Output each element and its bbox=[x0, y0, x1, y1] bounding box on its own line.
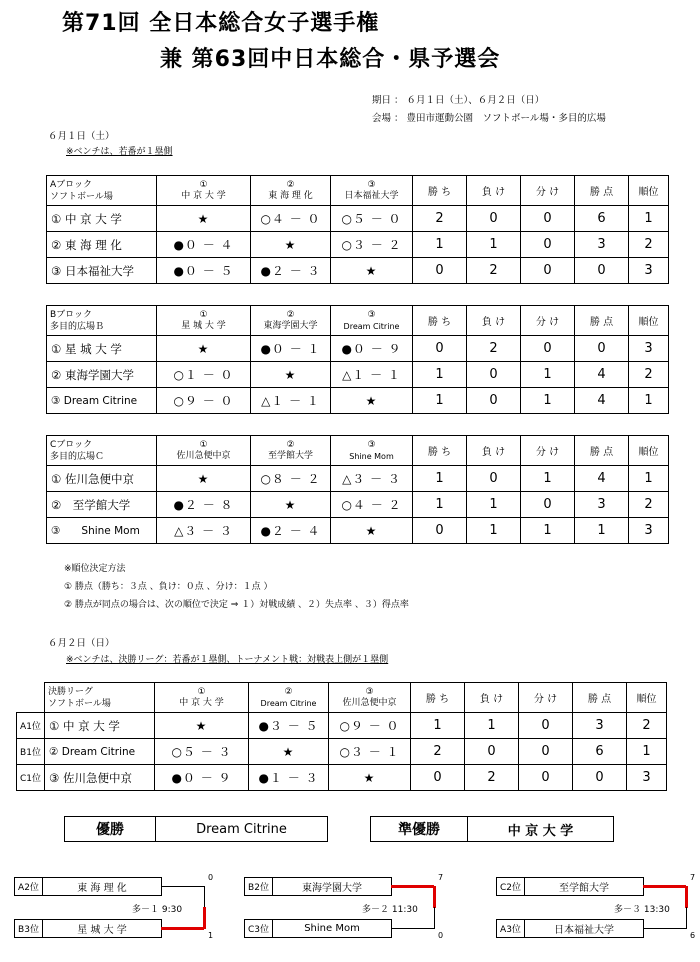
stat-d: 0 bbox=[519, 713, 573, 739]
column-header bbox=[331, 436, 413, 466]
column-team: 佐川急便中京 bbox=[342, 697, 397, 708]
stat-l: 0 bbox=[467, 206, 521, 232]
bracket-score-bottom: 6 bbox=[690, 931, 696, 940]
stat-w: 0 bbox=[411, 765, 465, 791]
bracket-seed: B2位 bbox=[245, 878, 273, 895]
bracket-game-label: 多－３ 13:30 bbox=[614, 905, 670, 915]
stat-p: 4 bbox=[575, 388, 629, 414]
match-result: ○８ － ２ bbox=[251, 466, 331, 492]
stat-p: 6 bbox=[575, 206, 629, 232]
table-row bbox=[47, 492, 669, 518]
column-header bbox=[155, 683, 249, 713]
stat-header-rank: 順位 bbox=[629, 436, 669, 466]
stat-header-win: 勝 ち bbox=[413, 436, 467, 466]
bracket-line bbox=[685, 886, 688, 908]
column-header bbox=[157, 436, 251, 466]
match-result: ○９ － ０ bbox=[157, 388, 251, 414]
block-header bbox=[45, 683, 155, 713]
stat-l: 0 bbox=[465, 739, 519, 765]
column-number: ② bbox=[286, 179, 295, 190]
stat-w: 1 bbox=[413, 388, 467, 414]
bracket-team-name: 東海学園大学 bbox=[302, 883, 362, 894]
match-result: ●０ － ９ bbox=[155, 765, 249, 791]
bracket-game-label: 多－１ 9:30 bbox=[132, 905, 183, 915]
bracket-line bbox=[391, 928, 434, 929]
block-header bbox=[47, 436, 157, 466]
title-line-2: 兼 第63回中日本総合・県予選会 bbox=[160, 47, 501, 72]
stat-w: 0 bbox=[413, 518, 467, 544]
block-header bbox=[47, 306, 157, 336]
team-name: ① 佐川急便中京 bbox=[47, 466, 157, 492]
match-result: ★ bbox=[329, 765, 411, 791]
match-result: ★ bbox=[251, 492, 331, 518]
match-result: ○３ － ２ bbox=[331, 232, 413, 258]
column-team: Shine Mom bbox=[349, 451, 394, 461]
table-row bbox=[17, 765, 667, 791]
match-result: ★ bbox=[331, 518, 413, 544]
day1-bench-note: ※ベンチは、若番が１塁側 bbox=[66, 147, 173, 157]
column-header bbox=[251, 436, 331, 466]
block-venue: 多目的広場Ｂ bbox=[50, 321, 105, 332]
column-number: ② bbox=[284, 686, 293, 697]
stat-header-win: 勝 ち bbox=[413, 176, 467, 206]
column-team: 至学館大学 bbox=[267, 450, 313, 461]
bracket-line bbox=[161, 886, 204, 887]
block-venue: ソフトボール場 bbox=[48, 698, 111, 709]
block-name: Aブロック bbox=[50, 179, 92, 190]
bracket-score-bottom: 1 bbox=[208, 931, 214, 940]
stat-header-draw: 分 け bbox=[521, 306, 575, 336]
bracket-score-top: 7 bbox=[690, 873, 696, 882]
team-name: ③ 佐川急便中京 bbox=[45, 765, 155, 791]
match-result: ○４ － ２ bbox=[331, 492, 413, 518]
match-result: ●０ － ５ bbox=[157, 258, 251, 284]
stat-header-lose: 負 け bbox=[467, 306, 521, 336]
column-team: 中 京 大 学 bbox=[179, 697, 224, 708]
bracket-line bbox=[204, 886, 205, 908]
stat-header-lose: 負 け bbox=[467, 436, 521, 466]
stat-w: 0 bbox=[413, 258, 467, 284]
stat-p: 3 bbox=[575, 232, 629, 258]
bracket-team-name: 星 城 大 学 bbox=[77, 925, 127, 936]
match-result: ★ bbox=[155, 713, 249, 739]
bracket-seed: A3位 bbox=[497, 920, 525, 937]
column-header bbox=[251, 306, 331, 336]
table-row bbox=[17, 713, 667, 739]
stat-d: 1 bbox=[521, 518, 575, 544]
stat-header-lose: 負 け bbox=[467, 176, 521, 206]
table-row bbox=[47, 336, 669, 362]
rule-2: ② 勝点が同点の場合は、次の順位で決定 ⇒ １）対戦成績 、２）失点率 、３）得点率 bbox=[64, 600, 409, 610]
bracket-seed: A2位 bbox=[15, 878, 43, 895]
stat-header-draw: 分 け bbox=[521, 176, 575, 206]
match-result: ★ bbox=[157, 336, 251, 362]
bracket-seed: C3位 bbox=[245, 920, 273, 937]
bracket-seed: B3位 bbox=[15, 920, 43, 937]
stat-rk: 1 bbox=[629, 388, 669, 414]
seed-position: B1位 bbox=[17, 739, 45, 765]
column-number: ③ bbox=[367, 179, 376, 190]
column-number: ① bbox=[199, 179, 208, 190]
match-result: ●０ － ９ bbox=[331, 336, 413, 362]
stat-w: 1 bbox=[413, 492, 467, 518]
stat-l: 1 bbox=[467, 232, 521, 258]
day2-bench-note: ※ベンチは、決勝リーグ：若番が１塁側、トーナメント戦：対戦表上側が１塁側 bbox=[66, 655, 389, 665]
column-team: Dream Citrine bbox=[343, 321, 400, 331]
match-result: ★ bbox=[251, 362, 331, 388]
stat-header-pts: 勝 点 bbox=[575, 176, 629, 206]
stat-d: 0 bbox=[521, 232, 575, 258]
stat-header-win: 勝 ち bbox=[413, 306, 467, 336]
stat-p: 0 bbox=[575, 258, 629, 284]
stat-header-draw: 分 け bbox=[519, 683, 573, 713]
bracket-line bbox=[686, 907, 687, 929]
rules-heading: ※順位決定方法 bbox=[64, 564, 126, 574]
bracket-team-bottom bbox=[244, 919, 392, 938]
match-result: ●０ － １ bbox=[251, 336, 331, 362]
bracket-line bbox=[161, 927, 204, 930]
column-header bbox=[331, 176, 413, 206]
column-number: ③ bbox=[367, 309, 376, 320]
stat-rk: 1 bbox=[629, 206, 669, 232]
block-venue: 多目的広場Ｃ bbox=[50, 451, 105, 462]
stat-header-draw: 分 け bbox=[521, 436, 575, 466]
day1-date: ６月１日（土） bbox=[48, 131, 115, 142]
column-team: Dream Citrine bbox=[260, 698, 317, 708]
column-number: ② bbox=[286, 439, 295, 450]
stat-w: 2 bbox=[411, 739, 465, 765]
column-header bbox=[251, 176, 331, 206]
champion-team: Dream Citrine bbox=[196, 821, 287, 837]
stat-header-rank: 順位 bbox=[629, 176, 669, 206]
stat-w: 1 bbox=[413, 232, 467, 258]
bracket-team-name: 日本福祉大学 bbox=[554, 925, 614, 936]
column-header bbox=[329, 683, 411, 713]
table-row bbox=[47, 206, 669, 232]
team-name: ② Dream Citrine bbox=[45, 739, 155, 765]
block-name: Cブロック bbox=[50, 439, 93, 450]
bracket-score-bottom: 0 bbox=[438, 931, 444, 940]
team-name: ① 星 城 大 学 bbox=[47, 336, 157, 362]
stat-w: 1 bbox=[413, 466, 467, 492]
bracket-team-top bbox=[244, 877, 392, 896]
champion-box bbox=[64, 816, 328, 842]
column-team: 佐川急便中京 bbox=[176, 450, 231, 461]
stat-rk: 3 bbox=[627, 765, 667, 791]
match-result: ●３ － ５ bbox=[249, 713, 329, 739]
match-result: ★ bbox=[249, 739, 329, 765]
table-row bbox=[47, 518, 669, 544]
table-row bbox=[47, 232, 669, 258]
stat-p: 4 bbox=[575, 466, 629, 492]
match-result: ○５ － ０ bbox=[331, 206, 413, 232]
stat-d: 1 bbox=[521, 362, 575, 388]
bracket-team-top bbox=[496, 877, 644, 896]
stat-d: 0 bbox=[521, 336, 575, 362]
bracket-score-top: 7 bbox=[438, 873, 444, 882]
match-result: ●２ － ３ bbox=[251, 258, 331, 284]
bracket-team-name: Shine Mom bbox=[304, 923, 360, 934]
match-result: ○５ － ３ bbox=[155, 739, 249, 765]
match-result: △３ － ３ bbox=[157, 518, 251, 544]
stat-p: 4 bbox=[575, 362, 629, 388]
bracket-team-bottom bbox=[496, 919, 644, 938]
stat-rk: 1 bbox=[629, 466, 669, 492]
team-name: ① 中 京 大 学 bbox=[45, 713, 155, 739]
runnerup-box bbox=[370, 816, 614, 842]
stat-rk: 2 bbox=[629, 362, 669, 388]
stat-d: 1 bbox=[521, 388, 575, 414]
column-team: 星 城 大 学 bbox=[181, 320, 226, 331]
stat-rk: 1 bbox=[627, 739, 667, 765]
block-name: Bブロック bbox=[50, 309, 92, 320]
stat-d: 1 bbox=[521, 466, 575, 492]
stat-header-pts: 勝 点 bbox=[575, 436, 629, 466]
stat-rk: 3 bbox=[629, 258, 669, 284]
stat-rk: 2 bbox=[629, 492, 669, 518]
title-line-1: 第71回 全日本総合女子選手権 bbox=[62, 11, 380, 36]
stat-d: 0 bbox=[521, 492, 575, 518]
bracket-line bbox=[434, 907, 435, 929]
bracket-team-name: 東 海 理 化 bbox=[77, 883, 127, 894]
stat-d: 0 bbox=[519, 765, 573, 791]
match-result: ●１ － ３ bbox=[249, 765, 329, 791]
bracket-line bbox=[203, 907, 206, 929]
team-name: ① 中 京 大 学 bbox=[47, 206, 157, 232]
stat-l: 1 bbox=[467, 518, 521, 544]
column-number: ① bbox=[199, 439, 208, 450]
column-header bbox=[157, 176, 251, 206]
stat-p: 0 bbox=[575, 336, 629, 362]
block-header bbox=[47, 176, 157, 206]
team-name: ② 東 海 理 化 bbox=[47, 232, 157, 258]
stat-w: 0 bbox=[413, 336, 467, 362]
bracket-line bbox=[391, 885, 434, 888]
column-team: 日本福祉大学 bbox=[344, 190, 399, 201]
stat-w: 1 bbox=[413, 362, 467, 388]
bracket-line bbox=[643, 885, 686, 888]
match-result: △１ － １ bbox=[331, 362, 413, 388]
stat-d: 0 bbox=[521, 206, 575, 232]
stat-p: 3 bbox=[575, 492, 629, 518]
stat-d: 0 bbox=[521, 258, 575, 284]
bracket-team-top bbox=[14, 877, 162, 896]
match-result: ●２ － ４ bbox=[251, 518, 331, 544]
match-result: ★ bbox=[251, 232, 331, 258]
bracket-team-bottom bbox=[14, 919, 162, 938]
match-result: ★ bbox=[157, 466, 251, 492]
table-row bbox=[47, 258, 669, 284]
stat-l: 0 bbox=[467, 388, 521, 414]
stat-rk: 3 bbox=[629, 518, 669, 544]
match-result: ○９ － ０ bbox=[329, 713, 411, 739]
stat-l: 2 bbox=[465, 765, 519, 791]
stat-rk: 3 bbox=[629, 336, 669, 362]
bracket-team-name: 至学館大学 bbox=[559, 883, 609, 894]
stat-d: 0 bbox=[519, 739, 573, 765]
match-result: ★ bbox=[331, 388, 413, 414]
match-result: ○４ － ０ bbox=[251, 206, 331, 232]
bracket-line bbox=[643, 928, 686, 929]
team-name: ③ Dream Citrine bbox=[47, 388, 157, 414]
stat-w: 1 bbox=[411, 713, 465, 739]
runnerup-team: 中 京 大 学 bbox=[507, 823, 574, 839]
stat-p: 3 bbox=[573, 713, 627, 739]
bracket-game-label: 多－２ 11:30 bbox=[362, 905, 418, 915]
stat-rk: 2 bbox=[627, 713, 667, 739]
stat-header-pts: 勝 点 bbox=[575, 306, 629, 336]
match-result: ●０ － ４ bbox=[157, 232, 251, 258]
table-row bbox=[17, 739, 667, 765]
match-result: ○３ － １ bbox=[329, 739, 411, 765]
stat-p: 6 bbox=[573, 739, 627, 765]
stat-header-win: 勝 ち bbox=[411, 683, 465, 713]
column-number: ① bbox=[197, 686, 206, 697]
table-row bbox=[47, 362, 669, 388]
column-header bbox=[249, 683, 329, 713]
stat-p: 1 bbox=[575, 518, 629, 544]
stat-l: 1 bbox=[465, 713, 519, 739]
rule-1: ① 勝点（勝ち：３点 、負け：０点 、分け：１点 ） bbox=[64, 582, 273, 592]
stat-p: 0 bbox=[573, 765, 627, 791]
stat-header-rank: 順位 bbox=[627, 683, 667, 713]
bracket-line bbox=[433, 886, 436, 908]
final-league-table bbox=[16, 682, 667, 791]
stat-l: 2 bbox=[467, 336, 521, 362]
team-name: ② 東海学園大学 bbox=[47, 362, 157, 388]
column-number: ① bbox=[199, 309, 208, 320]
match-result: △１ － １ bbox=[251, 388, 331, 414]
event-dates: 期日 ： ６月１日（土）、６月２日（日） bbox=[372, 95, 545, 106]
stat-l: 0 bbox=[467, 466, 521, 492]
column-header bbox=[331, 306, 413, 336]
runnerup-label: 準優勝 bbox=[371, 817, 468, 841]
stat-header-pts: 勝 点 bbox=[573, 683, 627, 713]
stat-l: 0 bbox=[467, 362, 521, 388]
match-result: ○１ － ０ bbox=[157, 362, 251, 388]
stat-header-rank: 順位 bbox=[629, 306, 669, 336]
seed-position: A1位 bbox=[17, 713, 45, 739]
stat-rk: 2 bbox=[629, 232, 669, 258]
column-team: 中 京 大 学 bbox=[181, 190, 226, 201]
block-c-table bbox=[46, 435, 669, 544]
column-number: ② bbox=[286, 309, 295, 320]
stat-l: 2 bbox=[467, 258, 521, 284]
table-row bbox=[47, 388, 669, 414]
bracket-seed: C2位 bbox=[497, 878, 525, 895]
day2-date: ６月２日（日） bbox=[48, 638, 115, 649]
match-result: ●２ － ８ bbox=[157, 492, 251, 518]
match-result: ★ bbox=[157, 206, 251, 232]
event-venue: 会場 ： 豊田市運動公園 ソフトボール場・多目的広場 bbox=[372, 113, 606, 124]
block-a-table bbox=[46, 175, 669, 284]
column-number: ③ bbox=[367, 439, 376, 450]
seed-position: C1位 bbox=[17, 765, 45, 791]
bracket-score-top: 0 bbox=[208, 873, 214, 882]
column-number: ③ bbox=[365, 686, 374, 697]
block-venue: ソフトボール場 bbox=[50, 191, 113, 202]
block-name: 決勝リーグ bbox=[48, 686, 94, 697]
team-name: ③ 日本福祉大学 bbox=[47, 258, 157, 284]
column-header bbox=[157, 306, 251, 336]
stat-header-lose: 負 け bbox=[465, 683, 519, 713]
stat-w: 2 bbox=[413, 206, 467, 232]
stat-l: 1 bbox=[467, 492, 521, 518]
block-b-table bbox=[46, 305, 669, 414]
column-team: 東海学園大学 bbox=[263, 320, 318, 331]
column-team: 東 海 理 化 bbox=[268, 190, 313, 201]
team-name: ② 至学館大学 bbox=[47, 492, 157, 518]
table-row bbox=[47, 466, 669, 492]
match-result: ★ bbox=[331, 258, 413, 284]
team-name: ③ Shine Mom bbox=[47, 518, 157, 544]
champion-label: 優勝 bbox=[65, 817, 156, 841]
match-result: △３ － ３ bbox=[331, 466, 413, 492]
